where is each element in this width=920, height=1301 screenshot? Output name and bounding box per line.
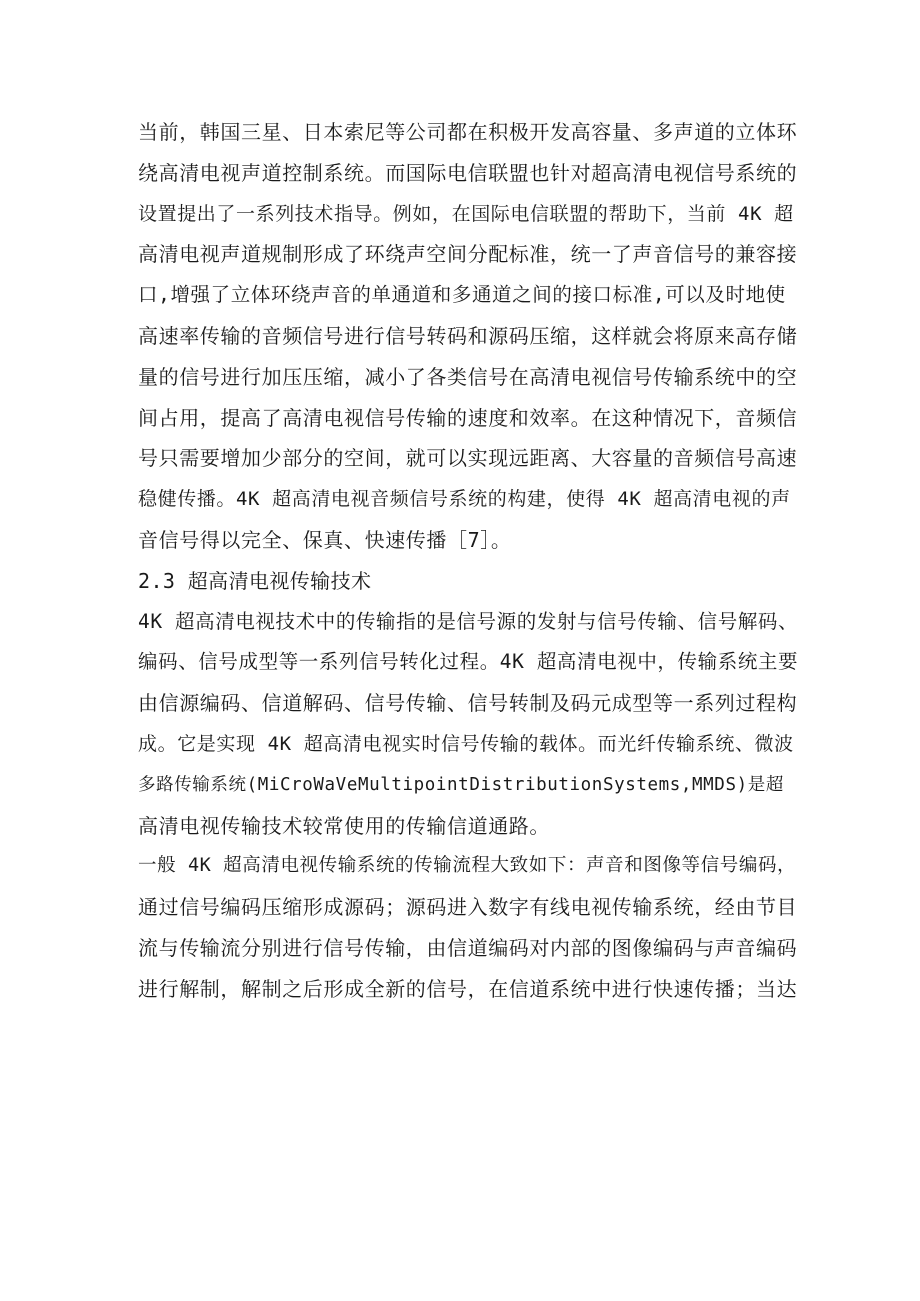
text-line: 音信号得以完全、保真、快速传播［7］。 bbox=[138, 527, 512, 552]
text-line: 通过信号编码压缩形成源码；源码进入数字有线电视传输系统，经由节目 bbox=[138, 895, 798, 920]
text-line: 号只需要增加少部分的空间，就可以实现远距离、大容量的音频信号高速 bbox=[138, 446, 798, 471]
text-line: 稳健传播。4K 超高清电视音频信号系统的构建，使得 4K 超高清电视的声 bbox=[138, 488, 791, 511]
body-text bbox=[138, 112, 798, 1010]
text-line: 高清电视传输技术较常使用的传输信道通路。 bbox=[138, 813, 550, 838]
text-line: 间占用，提高了高清电视信号传输的速度和效率。在这种情况下，音频信 bbox=[138, 405, 798, 430]
text-line: 口,增强了立体环绕声音的单通道和多通道之间的接口标准,可以及时地使 bbox=[138, 283, 786, 307]
text-line: 4K 超高清电视技术中的传输指的是信号源的发射与信号传输、信号解码、 bbox=[138, 609, 799, 633]
text-line: 由信源编码、信道解码、信号传输、信号转制及码元成型等一系列过程构 bbox=[138, 691, 798, 716]
text-line: 高速率传输的音频信号进行信号转码和源码压缩，这样就会将原来高存储 bbox=[138, 323, 798, 348]
text-line: 设置提出了一系列技术指导。例如，在国际电信联盟的帮助下，当前 4K 超 bbox=[138, 202, 794, 225]
text-line: 高清电视声道规制形成了环绕声空间分配标准，统一了声音信号的兼容接 bbox=[138, 242, 798, 267]
text-line: 成。它是实现 4K 超高清电视实时信号传输的载体。而光纤传输系统、微波 bbox=[138, 732, 794, 755]
text-line: 一般 4K 超高清电视传输系统的传输流程大致如下：声音和图像等信号编码， bbox=[138, 855, 797, 877]
text-line: 进行解制，解制之后形成全新的信号，在信道系统中进行快速传播；当达 bbox=[138, 976, 798, 1001]
text-line: 量的信号进行加压压缩，减小了各类信号在高清电视信号传输系统中的空 bbox=[138, 364, 798, 389]
text-line: 当前，韩国三星、日本索尼等公司都在积极开发高容量、多声道的立体环 bbox=[138, 120, 798, 144]
section-heading: 2.3 超高清电视传输技术 bbox=[138, 568, 372, 593]
text-line: 编码、信号成型等一系列信号转化过程。4K 超高清电视中，传输系统主要 bbox=[138, 650, 799, 674]
text-line: 绕高清电视声道控制系统。而国际电信联盟也针对超高清电视信号系统的 bbox=[138, 160, 798, 185]
text-line: 多路传输系统(MiCroWaVeMultipointDistributionSystems,MMDS)是超 bbox=[138, 774, 784, 795]
text-line: 流与传输流分别进行信号传输，由信道编码对内部的图像编码与声音编码 bbox=[138, 935, 798, 960]
